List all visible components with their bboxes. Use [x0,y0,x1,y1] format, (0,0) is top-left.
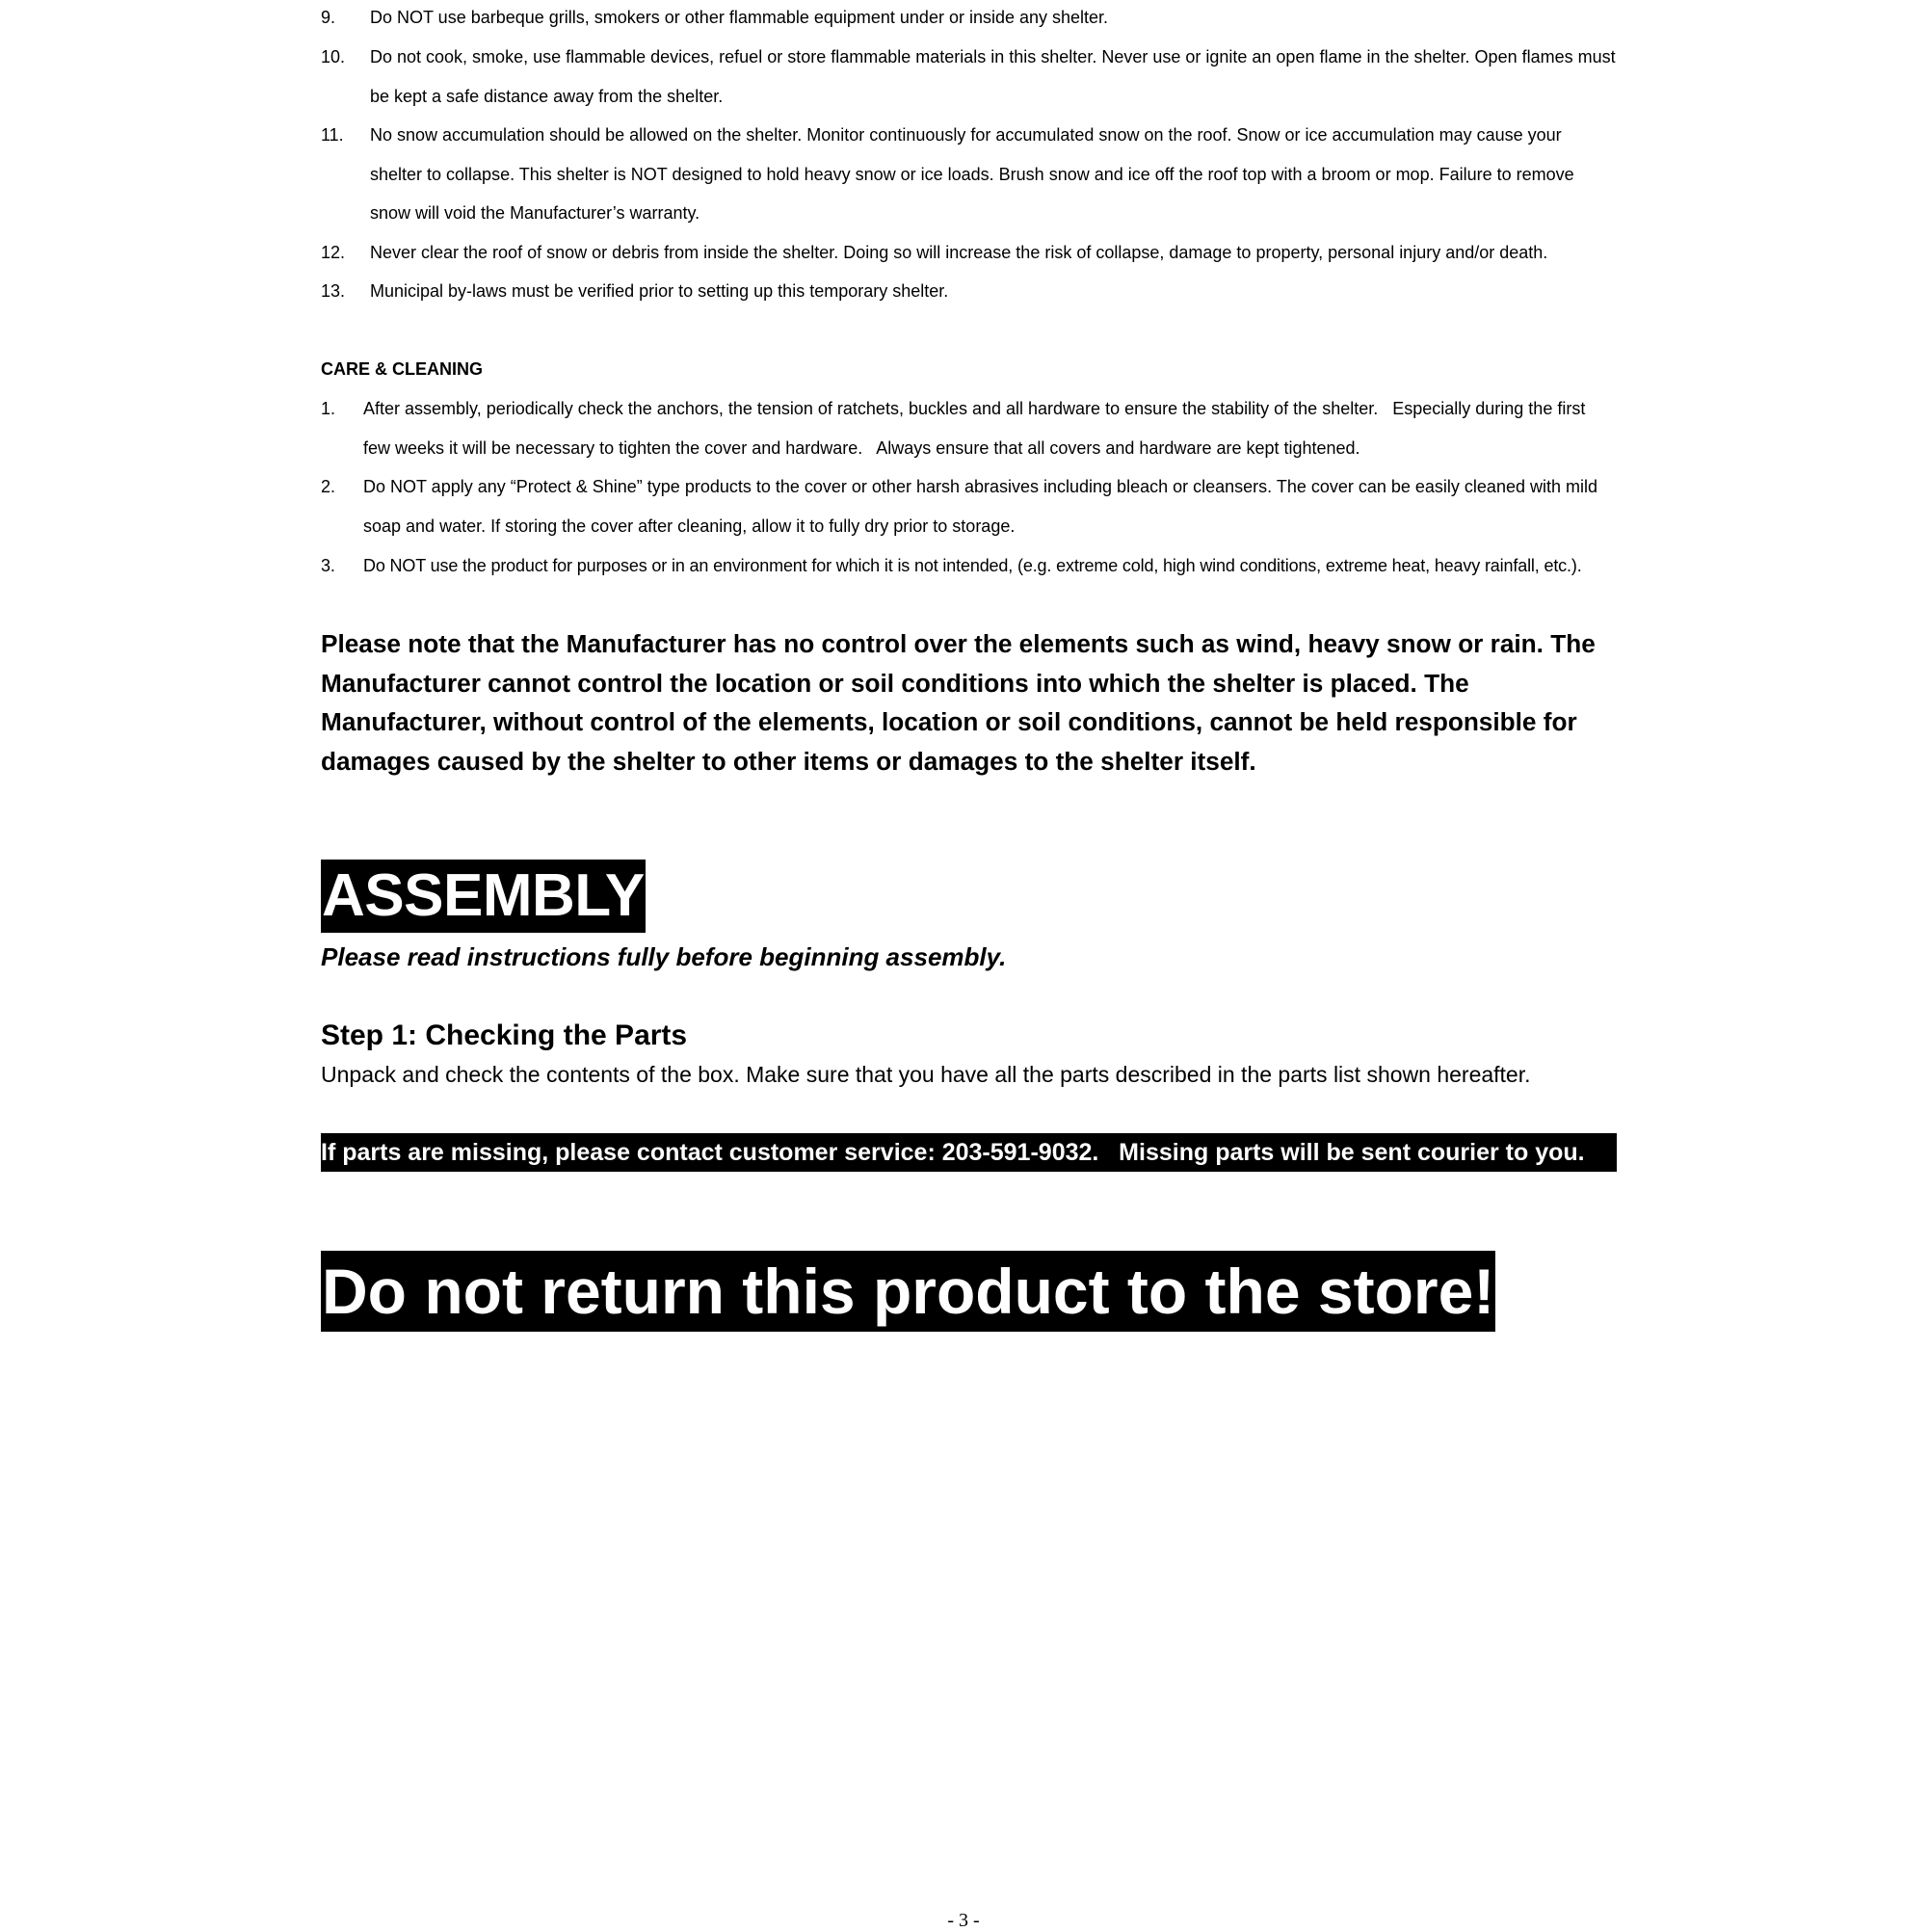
list-text: No snow accumulation should be allowed on the shelter. Monitor continuously for accumulated snow on the roof. Snow or ice accumulation may cause your shelter to collapse. This shelter is NOT designed to hold heavy snow or ice loads. Brush snow and ice off the roof top with a broom or mop. Failure to remove snow will void the Manufacturer’s warranty. [370,125,1574,224]
missing-parts-banner [321,1133,1617,1172]
list-number: 10. [321,47,346,66]
list-number: 2. [321,477,336,496]
safety-item-10 [321,38,1617,116]
list-text: Do NOT use barbeque grills, smokers or other flammable equipment under or inside any shelter. [370,8,1109,27]
page-number: - 3 - [947,1910,980,1931]
manufacturer-disclaimer: Please note that the Manufacturer has no control over the elements such as wind, heavy snow or rain. The Manufacturer cannot control the location or soil conditions into which the shelter is placed. The Manufacturer, without control of the elements, location or soil conditions, cannot be held responsible for damages caused by the shelter to other items or damages to the shelter itself. [321,629,1596,776]
missing-parts-text: If parts are missing, please contact customer service: 203-591-9032. Missing parts will be sent courier to you. [321,1139,1585,1166]
care-item-2 [321,467,1617,545]
list-text: Do NOT use the product for purposes or in an environment for which it is not intended, (e.g. extreme cold, high wind conditions, extreme heat, heavy rainfall, etc.). [363,556,1582,575]
do-not-return-banner: Do not return this product to the store! [321,1251,1495,1332]
list-number: 3. [321,556,335,575]
step-1-text: Unpack and check the contents of the box. Make sure that you have all the parts described in the parts list shown hereafter. [321,1062,1531,1087]
assembly-subtitle: Please read instructions fully before beginning assembly. [321,942,1007,971]
list-number: 11. [321,125,344,145]
list-text: Municipal by-laws must be verified prior to setting up this temporary shelter. [370,281,949,301]
list-text: Do NOT apply any “Protect & Shine” type products to the cover or other harsh abrasives including bleach or cleansers. The cover can be easily cleaned with mild soap and water. If storing the cover after cleaning, allow it to fully dry prior to storage. [363,477,1597,536]
care-cleaning-heading: CARE & CLEANING [321,359,484,379]
list-number: 1. [321,399,336,418]
assembly-heading: ASSEMBLY [321,860,646,933]
step-1-heading: Step 1: Checking the Parts [321,1019,688,1051]
list-number: 13. [321,281,346,301]
safety-item-13 [321,272,1617,311]
safety-item-9 [321,0,1617,38]
list-text: Do not cook, smoke, use flammable devices, refuel or store flammable materials in this shelter. Never use or ignite an open flame in the shelter. Open flames must be kept a safe distance away from the shelter. [370,47,1616,106]
list-number: 9. [321,8,336,27]
list-text: Never clear the roof of snow or debris from inside the shelter. Doing so will increase the risk of collapse, damage to property, personal injury and/or death. [370,243,1548,262]
safety-item-11 [321,116,1617,233]
safety-item-12 [321,233,1617,273]
care-item-3 [321,546,1617,586]
list-number: 12. [321,243,346,262]
list-text: After assembly, periodically check the anchors, the tension of ratchets, buckles and all hardware to ensure the stability of the shelter. Especially during the first few weeks it will be necessary to tighten the cover and hardware. Always ensure that all covers and hardware are kept tightened. [363,399,1591,458]
care-item-1 [321,389,1617,467]
